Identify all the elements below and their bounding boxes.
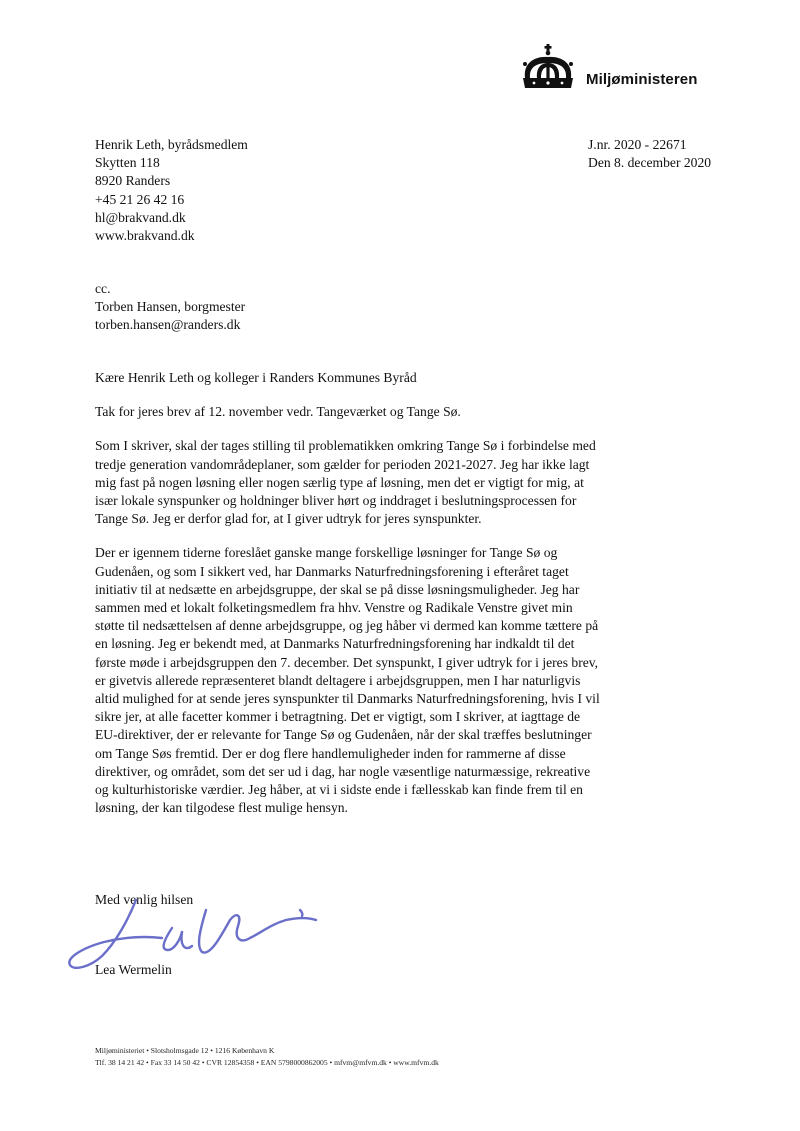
- reference-block: [588, 136, 711, 172]
- recipient-street: Skytten 118: [95, 155, 160, 171]
- paragraph: Tak for jeres brev af 12. november vedr. Tangeværket og Tange Sø.: [95, 404, 461, 420]
- signatory-name: Lea Wermelin: [95, 962, 172, 977]
- cc-block: [95, 280, 245, 335]
- recipient-email: hl@brakvand.dk: [95, 209, 186, 225]
- footer: [95, 1045, 439, 1069]
- cc-email: torben.hansen@randers.dk: [95, 317, 241, 333]
- closing: Med venlig hilsen: [95, 892, 194, 907]
- handwritten-signature: [64, 890, 334, 972]
- salutation: Kære Henrik Leth og kolleger i Randers Kommunes Byråd: [95, 370, 417, 385]
- ministry-name: Miljøministeren: [586, 71, 698, 88]
- cc-label: cc.: [95, 281, 111, 296]
- recipient-address: [95, 136, 248, 245]
- recipient-name: Henrik Leth, byrådsmedlem: [95, 137, 248, 152]
- cc-name: Torben Hansen, borgmester: [95, 299, 246, 315]
- recipient-phone: +45 21 26 42 16: [95, 191, 185, 207]
- letterhead: [520, 44, 698, 90]
- recipient-website: www.brakvand.dk: [95, 228, 195, 244]
- paragraph: Som I skriver, skal der tages stilling til problematikken omkring Tange Sø i forbindelse med tredje generation vandområdeplaner, som gælder for perioden 2021-2027. Jeg har ikke lagt mig fast på nogen løsning eller nogen særlig type af løsning, men det er vigtigt for mig, at især lokale synspunker og holdninger bliver hørt og inddraget i beslutningsprocessen for Tange Sø. Jeg er derfor glad for, at I giver udtryk for jeres synspunkter.: [95, 438, 596, 527]
- letter-date: Den 8. december 2020: [588, 155, 712, 171]
- crown-icon: [520, 44, 576, 90]
- footer-address: Miljøministeriet • Slotsholmsgade 12 • 1216 København K: [95, 1046, 275, 1055]
- paragraph: Der er igennem tiderne foreslået ganske mange forskellige løsninger for Tange Sø og Gudenåen, og som I sikkert ved, har Danmarks Naturfredningsforening i efteråret taget initiativ til at nedsætte en arbejdsgruppe, der skal se på disse løsningsmuligheder. Jeg har sammen med et lokalt folketingsmedlem fra hhv. Venstre og Radikale Venstre givet min støtte til nedsættelsen af denne arbejdsgruppe, og jeg håber vi dermed kan komme tættere på en løsning. Jeg er bekendt med, at Danmarks Naturfredningsforening har indkaldt til det første møde i arbejdsgruppen den 7. december. Det synspunkt, I giver udtryk for i jeres brev, er givetvis allerede repræsenteret blandt deltagere i arbejdsgruppen, men I har naturligvis altid mulighed for at sende jeres synspunkter til Danmarks Naturfredningsforening, hvis I vil sikre jer, at alle facetter kommer i betragtning. Det er vigtigt, som I skriver, at iagttage de EU-direktiver, der er relevante for Tange Sø og Gudenåen, når der skal træffes beslutninger om Tange Søs fremtid. Der er dog flere handlemuligheder inden for rammerne af disse direktiver, og området, som det ser ud i dag, har nogle væsentlige naturmæssige, rekreative og kulturhistoriske værdier. Jeg håber, at vi i sidste ende i fællesskab kan finde frem til en løsning, der kan tilgodese flest mulige hensyn.: [95, 545, 600, 816]
- recipient-city: 8920 Randers: [95, 173, 171, 189]
- footer-contact: Tlf. 38 14 21 42 • Fax 33 14 50 42 • CVR 12854358 • EAN 5798000862005 • mfvm@mfvm.dk • www.mfvm.dk: [95, 1058, 439, 1067]
- letter-body: [95, 369, 605, 833]
- journal-number: J.nr. 2020 - 22671: [588, 137, 687, 152]
